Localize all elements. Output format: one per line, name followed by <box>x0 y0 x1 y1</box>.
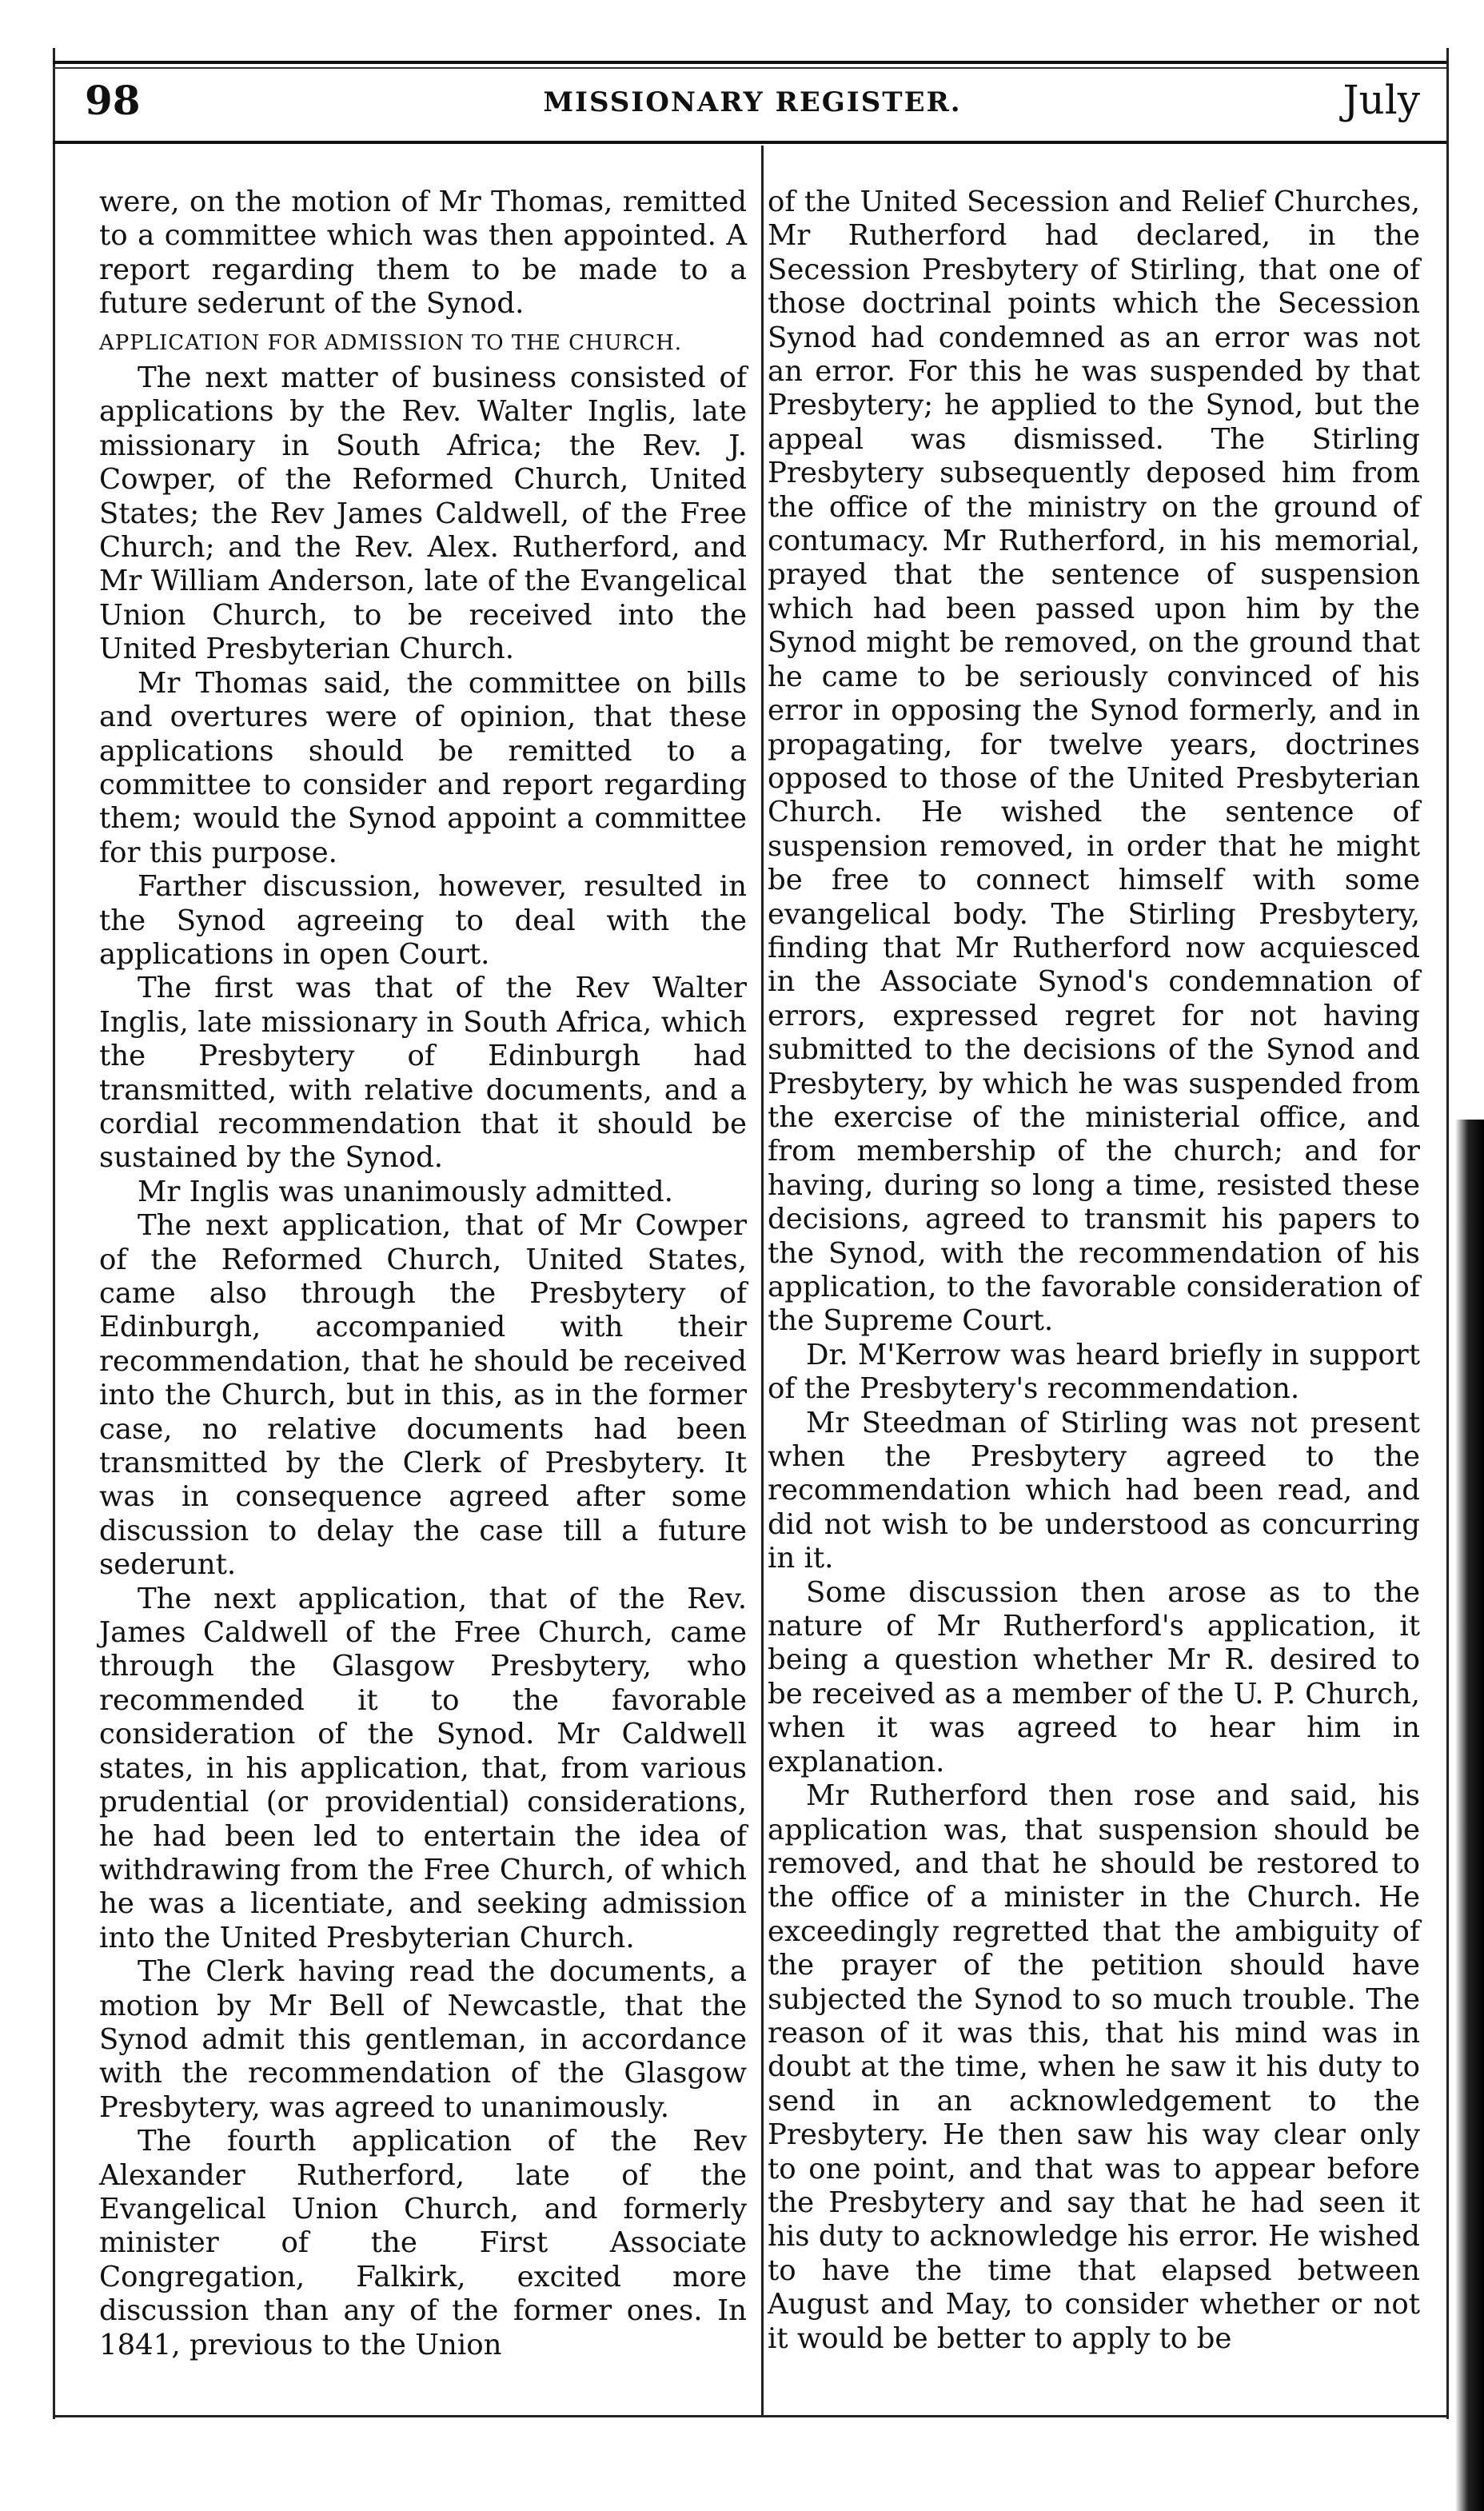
right-column <box>768 186 1420 2356</box>
paragraph: Mr Rutherford then rose and said, his application was, that suspension should be removed, and that he should be restored to the office of a minister in the Church. He exceedingly regretted that the ambiguity of the prayer of the petition should have subjected the Synod to so much trouble. The reason of it was this, that his mind was in doubt at the time, when he saw it his duty to send in an acknowledgement to the Presbytery. He then saw his way clear only to one point, and that was to appear before the Presbytery and say that he had seen it his duty to acknowledge his error. He wished to have the time that elapsed between August and May, to consider whether or not it would be better to apply to be <box>768 1779 1420 2355</box>
bottom-rule <box>53 2415 1446 2417</box>
paragraph: were, on the motion of Mr Thomas, remitted to a committee which was then appointed. A report regarding them to be made to a future sederunt of the Synod. <box>99 186 747 321</box>
journal-title: MISSIONARY REGISTER. <box>543 86 962 118</box>
left-column <box>99 186 747 2362</box>
top-rule <box>53 61 1446 64</box>
top-rule-thin <box>53 67 1446 69</box>
scan-shadow-edge <box>1455 1120 1484 2511</box>
running-header <box>77 72 1428 136</box>
paragraph: Farther discussion, however, resulted in the Synod agreeing to deal with the applications in open Court. <box>99 870 747 971</box>
paragraph: Dr. M'Kerrow was heard briefly in support of the Presbytery's recommendation. <box>768 1338 1420 1406</box>
paragraph: The next application, that of Mr Cowper of the Reformed Church, United States, came also through the Presbytery of Edinburgh, accompanied with their recommendation, that he should be received into the Church, but in this, as in the former case, no relative documents had been transmitted by the Clerk of Presbytery. It was in consequence agreed after some discussion to delay the case till a future sederunt. <box>99 1209 747 1582</box>
paragraph: Mr Thomas said, the committee on bills and overtures were of opinion, that these applications should be remitted to a committee to consider and report regarding them; would the Synod appoint a committee for this purpose. <box>99 666 747 869</box>
paragraph: The fourth application of the Rev Alexander Rutherford, late of the Evangelical Union Church, and formerly minister of the First Associate Congregation, Falkirk, excited more discussion than any of the former ones. In 1841, previous to the Union <box>99 2125 747 2361</box>
paragraph: The next application, that of the Rev. James Caldwell of the Free Church, came through the Glasgow Presbytery, who recommended it to the favorable consideration of the Synod. Mr Caldwell states, in his application, that, from various prudential (or providential) considerations, he had been led to entertain the idea of withdrawing from the Free Church, of which he was a licentiate, and seeking admission into the United Presbyterian Church. <box>99 1582 747 1954</box>
page-number: 98 <box>85 77 141 124</box>
paragraph: The first was that of the Rev Walter Inglis, late missionary in South Africa, which the Presbytery of Edinburgh had transmitted, with relative documents, and a cordial recommendation that it should be sustained by the Synod. <box>99 972 747 1175</box>
section-heading: APPLICATION FOR ADMISSION TO THE CHURCH. <box>99 330 683 355</box>
header-rule <box>53 141 1446 144</box>
paragraph: Some discussion then arose as to the nature of Mr Rutherford's application, it being a question whether Mr R. desired to be received as a member of the U. P. Church, when it was agreed to hear him in explanation. <box>768 1575 1420 1778</box>
column-divider <box>761 146 764 2415</box>
paragraph: Mr Steedman of Stirling was not present when the Presbytery agreed to the recommendation which had been read, and did not wish to be understood as concurring in it. <box>768 1406 1420 1575</box>
paragraph: Mr Inglis was unanimously admitted. <box>138 1175 673 1208</box>
paragraph: The Clerk having read the documents, a motion by Mr Bell of Newcastle, that the Synod admit this gentleman, in accordance with the recommendation of the Glasgow Presbytery, was agreed to unanimously. <box>99 1955 747 2124</box>
paragraph: The next matter of business consisted of applications by the Rev. Walter Inglis, late missionary in South Africa; the Rev. J. Cowper, of the Reformed Church, United States; the Rev James Caldwell, of the Free Church; and the Rev. Alex. Rutherford, and Mr William Anderson, late of the Evangelical Union Church, to be received into the United Presbyterian Church. <box>99 361 747 666</box>
paragraph: of the United Secession and Relief Churches, Mr Rutherford had declared, in the Secession Presbytery of Stirling, that one of those doctrinal points which the Secession Synod had condemned as an error was not an error. For this he was suspended by that Presbytery; he applied to the Synod, but the appeal was dismissed. The Stirling Presbytery subsequently deposed him from the office of the ministry on the ground of contumacy. Mr Rutherford, in his memorial, prayed that the sentence of suspension which had been passed upon him by the Synod might be removed, on the ground that he came to be seriously convinced of his error in opposing the Synod formerly, and in propagating, for twelve years, doctrines opposed to those of the United Presbyterian Church. He wished the sentence of suspension removed, in order that he might be free to connect himself with some evangelical body. The Stirling Presbytery, finding that Mr Rutherford now acquiesced in the Associate Synod's condemnation of errors, expressed regret for not having submitted to the decisions of the Synod and Presbytery, by which he was suspended from the exercise of the ministerial office, and from membership of the church; and for having, during so long a time, resisted these decisions, agreed to transmit his papers to the Synod, with the recommendation of his application, to the favorable consideration of the Supreme Court. <box>768 186 1420 1338</box>
issue-month: July <box>1342 77 1420 123</box>
